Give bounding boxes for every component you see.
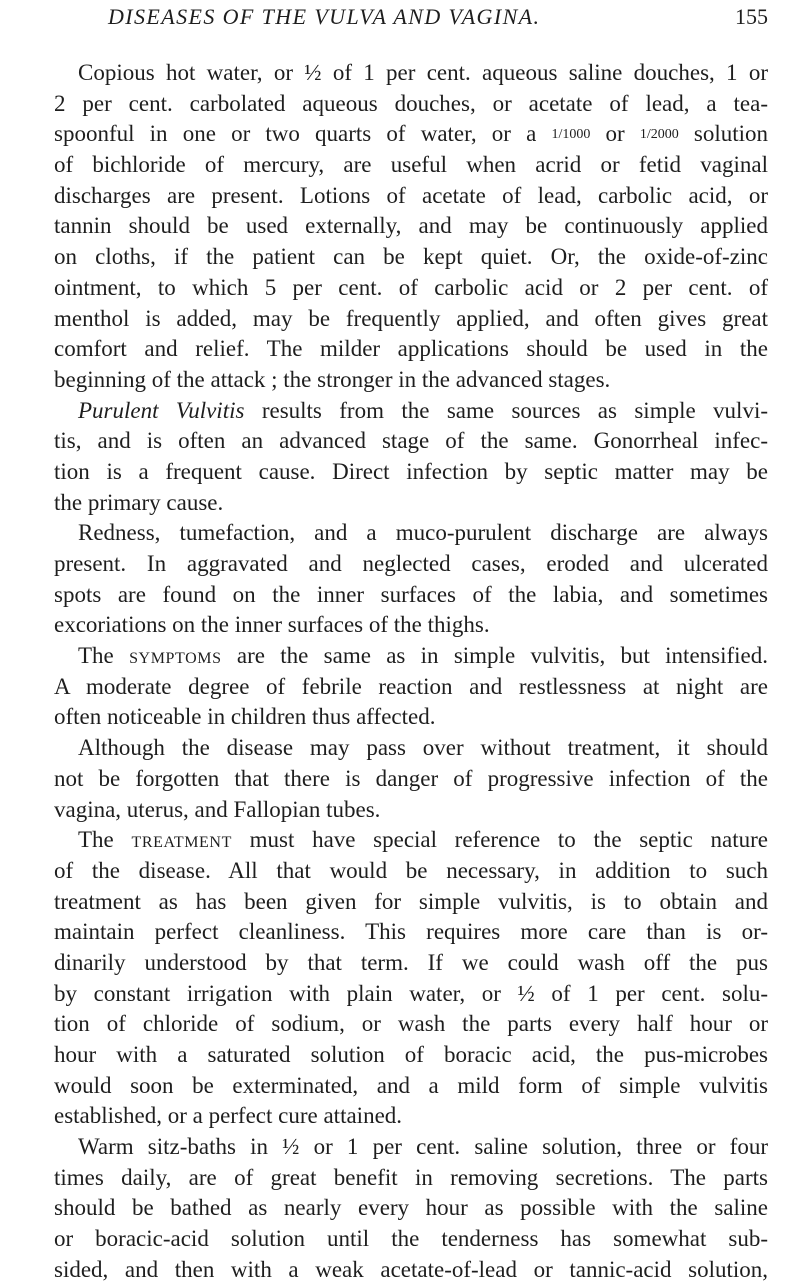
text-line: [54, 119, 768, 150]
paragraph-progressive-infection: [54, 733, 768, 825]
text-line: vagina, uterus, and Fallopian tubes.: [54, 796, 381, 822]
text-line: on cloths, if the patient can be kept quiet. Or, the oxide-of-zinc: [54, 244, 768, 270]
text-line: tis, and is often an advanced stage of the same. Gonorrheal infec-: [54, 428, 768, 454]
text-line: maintain perfect cleanliness. This requires more care than is or-: [54, 919, 768, 945]
text-line: or boracic-acid solution until the tenderness has somewhat sub-: [54, 1226, 768, 1252]
text-line: Warm sitz-baths in ½ or 1 per cent. saline solution, three or four: [78, 1134, 768, 1160]
text-line: sided, and then with a weak acetate-of-lead or tannic-acid solution,: [54, 1256, 768, 1282]
paragraph-treatment-douches: [54, 58, 768, 396]
paragraph-purulent-vulvitis: [54, 396, 768, 519]
text-segment: results from the same sources as simple vulvi-: [261, 397, 768, 423]
text-segment: spoonful in one or two quarts of water, or a: [54, 121, 537, 147]
text-line: present. In aggravated and neglected cases, eroded and ulcerated: [54, 551, 768, 576]
text-line: tion is a frequent cause. Direct infection by septic matter may be: [54, 458, 768, 484]
text-line: by constant irrigation with plain water, or ½ of 1 per cent. solu-: [54, 980, 768, 1006]
text-line: tannin should be used externally, and may be continuously applied: [54, 213, 768, 239]
text-segment: are the same as in simple vulvitis, but intensified.: [236, 643, 769, 669]
text-line: excoriations on the inner surfaces of the thighs.: [54, 612, 490, 638]
small-caps-term: symptoms: [129, 643, 222, 669]
text-line: [54, 641, 768, 672]
text-line: dinarily understood by that term. If we could wash off the pus: [54, 949, 768, 975]
text-line: spots are found on the inner surfaces of the labia, and sometimes: [54, 581, 768, 607]
running-title: DISEASES OF THE VULVA AND VAGINA.: [108, 4, 541, 29]
text-line: beginning of the attack ; the stronger in the advanced stages.: [54, 366, 611, 392]
text-line: established, or a perfect cure attained.: [54, 1103, 403, 1129]
text-line: ointment, to which 5 per cent. of carbolic acid or 2 per cent. of: [54, 274, 768, 300]
text-line: would soon be exterminated, and a mild form of simple vulvitis: [54, 1072, 768, 1098]
text-line: [54, 396, 768, 427]
text-line: Copious hot water, or ½ of 1 per cent. aqueous saline douches, 1 or: [78, 60, 768, 85]
text-segment: The: [78, 827, 114, 853]
text-line: times daily, are of great benefit in removing secretions. The parts: [54, 1164, 768, 1190]
text-line: Although the disease may pass over without treatment, it should: [78, 735, 768, 761]
text-line: [54, 825, 768, 856]
paragraph-treatment: [54, 825, 768, 1132]
text-segment: must have special reference to the septic nature: [249, 827, 769, 853]
text-line: not be forgotten that there is danger of progressive infection of the: [54, 765, 768, 791]
text-line: menthol is added, may be frequently applied, and often gives great: [54, 305, 768, 331]
fraction: 1/2000: [639, 127, 679, 143]
page-number: 155: [735, 4, 768, 29]
text-segment: The: [78, 643, 114, 669]
body-text: [54, 58, 768, 1286]
section-term: Purulent Vulvitis: [78, 397, 245, 423]
text-line: should be bathed as nearly every hour as possible with the saline: [54, 1195, 768, 1221]
text-line: often noticeable in children thus affected.: [54, 704, 436, 730]
text-line: comfort and relief. The milder applications should be used in the: [54, 336, 768, 362]
text-line: of the disease. All that would be necessary, in addition to such: [54, 857, 768, 883]
text-line: Redness, tumefaction, and a muco-purulent discharge are always: [78, 520, 768, 546]
running-head: [108, 4, 768, 40]
text-segment: or: [605, 121, 625, 147]
text-segment: solution: [693, 121, 768, 147]
text-line: treatment as has been given for simple vulvitis, is to obtain and: [54, 888, 768, 914]
paragraph-sitz-baths: [54, 1132, 768, 1285]
paragraph-symptoms: [54, 641, 768, 733]
text-line: 2 per cent. carbolated aqueous douches, or acetate of lead, a tea-: [54, 90, 768, 116]
text-line: of bichloride of mercury, are useful when acrid or fetid vaginal: [54, 152, 768, 178]
fraction: 1/1000: [551, 127, 591, 143]
text-line: tion of chloride of sodium, or wash the parts every half hour or: [54, 1011, 768, 1037]
paragraph-redness: [54, 518, 768, 641]
text-line: discharges are present. Lotions of acetate of lead, carbolic acid, or: [54, 182, 768, 208]
text-line: hour with a saturated solution of boracic acid, the pus-microbes: [54, 1042, 768, 1067]
text-line: A moderate degree of febrile reaction and restlessness at night are: [54, 673, 768, 699]
small-caps-term: treatment: [131, 827, 232, 853]
text-line: the primary cause.: [54, 489, 224, 515]
